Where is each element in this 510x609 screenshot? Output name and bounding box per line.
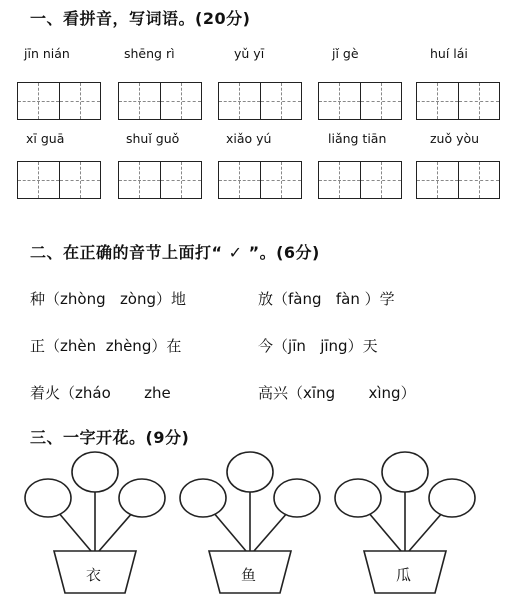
- pinyin-label: liǎng tiān: [328, 131, 387, 146]
- pinyin-label: xī guā: [26, 131, 65, 146]
- choice-tail: 天: [362, 337, 378, 355]
- choice-option[interactable]: jīng: [320, 337, 348, 355]
- pinyin-choice-item: 正（zhèn zhèng）在: [30, 337, 182, 355]
- petal-blank[interactable]: [180, 479, 226, 517]
- choice-option[interactable]: zhòng: [60, 290, 106, 308]
- section2-title: 二、在正确的音节上面打“ ✓ ”。(6分): [30, 243, 320, 262]
- petal-blank[interactable]: [72, 452, 118, 492]
- pinyin-label: jǐ gè: [332, 46, 359, 61]
- writing-grid[interactable]: [416, 82, 500, 120]
- pinyin-choice-item: 种（zhòng zòng）地: [30, 290, 187, 308]
- choice-option[interactable]: xīng: [303, 384, 336, 402]
- choice-option[interactable]: zòng: [119, 290, 157, 308]
- choice-option[interactable]: xìng: [368, 384, 401, 402]
- petal-blank[interactable]: [335, 479, 381, 517]
- pinyin-choice-item: 放（fàng fàn ）学: [258, 290, 395, 308]
- choice-word: 今: [258, 337, 274, 355]
- section3-title: 三、一字开花。(9分): [30, 428, 190, 447]
- choice-word: 着火: [30, 384, 61, 402]
- writing-grid[interactable]: [17, 161, 101, 199]
- pinyin-label: huí lái: [430, 46, 468, 61]
- choice-tail: 在: [166, 337, 182, 355]
- writing-grid[interactable]: [416, 161, 500, 199]
- petal-blank[interactable]: [274, 479, 320, 517]
- petal-blank[interactable]: [119, 479, 165, 517]
- pinyin-label: jīn nián: [24, 46, 70, 61]
- petal-blank[interactable]: [382, 452, 428, 492]
- section1-title: 一、看拼音，写词语。(20分): [30, 9, 251, 28]
- choice-option[interactable]: zhèn: [60, 337, 97, 355]
- petal-blank[interactable]: [429, 479, 475, 517]
- petal-blank[interactable]: [25, 479, 71, 517]
- pinyin-label: shēng rì: [124, 46, 175, 61]
- choice-option[interactable]: zhèng: [105, 337, 152, 355]
- choice-word: 正: [30, 337, 46, 355]
- pinyin-label: zuǒ yòu: [430, 131, 480, 146]
- writing-grid[interactable]: [118, 82, 202, 120]
- pinyin-label: xiǎo yú: [226, 131, 272, 146]
- pinyin-choice-item: 着火（zháo zhe: [30, 384, 171, 402]
- flower-pot-3: [330, 448, 490, 603]
- choice-option[interactable]: fàng: [288, 290, 322, 308]
- choice-option[interactable]: jīn: [288, 337, 306, 355]
- flower-pot-1: [20, 448, 180, 603]
- petal-blank[interactable]: [227, 452, 273, 492]
- writing-grid[interactable]: [318, 82, 402, 120]
- choice-word: 放: [258, 290, 274, 308]
- pinyin-label: yǔ yī: [234, 46, 265, 61]
- writing-grid[interactable]: [318, 161, 402, 199]
- pot-character: 衣: [86, 566, 102, 584]
- choice-option[interactable]: zháo: [75, 384, 111, 402]
- choice-option[interactable]: fàn: [335, 290, 360, 308]
- writing-grid[interactable]: [218, 161, 302, 199]
- choice-option[interactable]: zhe: [144, 384, 171, 402]
- writing-grid[interactable]: [118, 161, 202, 199]
- pinyin-label: shuǐ guǒ: [126, 131, 180, 146]
- choice-word: 种: [30, 290, 46, 308]
- writing-grid[interactable]: [17, 82, 101, 120]
- pinyin-choice-item: 高兴（xīng xìng）: [258, 384, 416, 402]
- flower-pot-2: [175, 448, 335, 603]
- choice-tail: 学: [379, 290, 395, 308]
- choice-word: 高兴: [258, 384, 289, 402]
- pinyin-choice-item: 今（jīn jīng）天: [258, 337, 378, 355]
- pot-character: 瓜: [396, 566, 412, 584]
- pot-character: 鱼: [241, 566, 257, 584]
- choice-tail: 地: [171, 290, 187, 308]
- writing-grid[interactable]: [218, 82, 302, 120]
